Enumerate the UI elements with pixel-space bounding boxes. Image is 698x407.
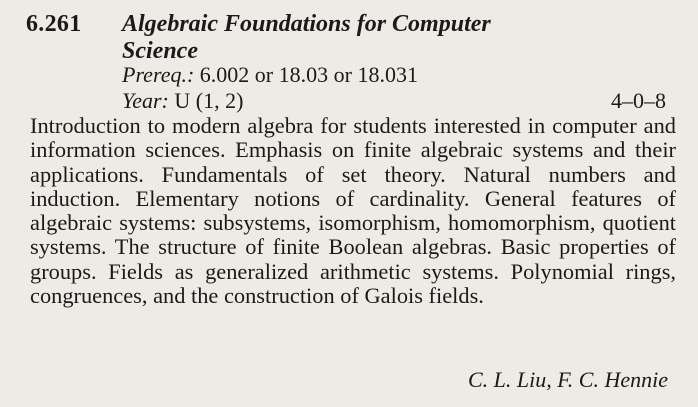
prereq-label: Prereq.: [122, 62, 195, 87]
course-title-line-1: Algebraic Foundations for Computer [122, 11, 491, 37]
course-description: Introduction to modern algebra for students interested in computer and information sciences. Emphasis on finite algebraic systems and their applications. Fundamentals of set theory. Natural numbers and induction. Elementary notions of cardinality. General features of algebraic systems: subsystems, isomorphism, homomorphism, quotient systems. The structure of finite Boolean algebras. Basic properties of groups. Fields as generalized arithmetic systems. Polynomial rings, congruences, and the construction of Galois fields. [30, 113, 676, 309]
course-title-line-2: Science [122, 38, 198, 64]
year-level [122, 89, 243, 113]
prerequisites [122, 63, 418, 87]
year-value: U (1, 2) [174, 88, 244, 113]
course-units: 4–0–8 [611, 88, 666, 113]
year-label: Year: [122, 88, 169, 113]
course-number: 6.261 [26, 11, 82, 37]
instructors: C. L. Liu, F. C. Hennie [467, 367, 668, 392]
prereq-value: 6.002 or 18.03 or 18.031 [199, 62, 418, 87]
